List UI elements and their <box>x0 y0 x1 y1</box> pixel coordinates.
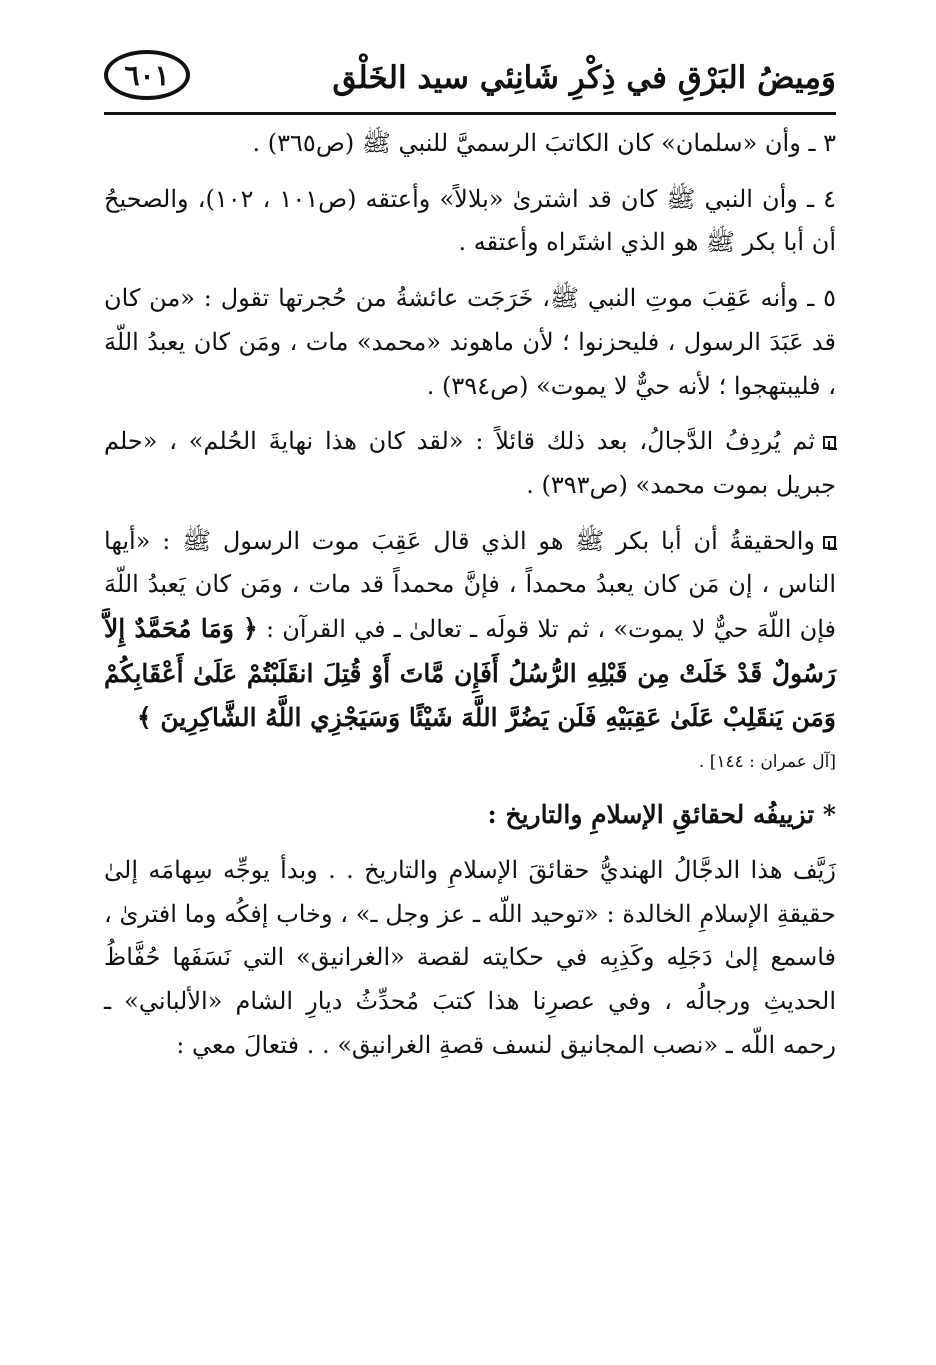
checkbox-bullet-icon <box>823 436 836 449</box>
numbered-item-5: ٥ ـ وأنه عَقِبَ موتِ النبي ﷺ، خَرَجَت عائشةُ من حُجرتها تقول : «من كان قد عَبَدَ الرسول ، فليحزنوا ؛ لأن ماهوند «محمد» مات ، ومَن كان يعبدُ اللّهَ ، فليبتهجوا ؛ لأنه حيٌّ لا يموت» (ص٣٩٤) . <box>104 284 836 400</box>
note-truth <box>104 520 836 742</box>
verse-reference: [آل عمران : ١٤٤] . <box>698 752 836 773</box>
page-number: ٦٠١ <box>104 50 190 100</box>
section-heading: * تزييفُه لحقائقِ الإسلامِ والتاريخ : <box>487 800 836 830</box>
running-title: وَمِيضُ البَرْقِ في ذِكْرِ شَانِئي سيد الخَلْق <box>332 60 836 96</box>
note-dajjal <box>104 420 836 507</box>
checkbox-bullet-icon <box>823 536 836 549</box>
header-rule <box>104 112 836 115</box>
note-dajjal-text: ثم يُردِفُ الدَّجالُ، بعد ذلك قائلاً : «لقد كان هذا نهايةَ الحُلم» ، «حلم جبريل بموت محمد» (ص٣٩٣) . <box>104 427 836 499</box>
page-body <box>104 122 836 1067</box>
note-truth-text: والحقيقةُ أن أبا بكر ﷺ هو الذي قال عَقِبَ موت الرسول ﷺ : «أيها الناس ، إن مَن كان يعبدُ محمداً ، فإنَّ محمداً قد مات ، ومَن كان يَعبدُ اللّهَ فإن اللّهَ حيٌّ لا يموت» ، ثم تلا قولَه ـ تعالىٰ ـ في القرآن : <box>104 526 836 644</box>
page-header <box>104 46 836 112</box>
quran-verse: ﴿ وَمَا مُحَمَّدٌ إِلاَّ رَسُولٌ قَدْ خَلَتْ مِن قَبْلِهِ الرُّسُلُ أَفَإِن مَّاتَ أَوْ قُتِلَ انقَلَبْتُمْ عَلَىٰ أَعْقَابِكُمْ وَمَن يَنقَلِبْ عَلَىٰ عَقِبَيْهِ فَلَن يَضُرَّ اللَّهَ شَيْئًا وَسَيَجْزِي اللَّهُ الشَّاكِرِينَ ﴾ <box>104 614 836 733</box>
numbered-item-3: ٣ ـ وأن «سلمان» كان الكاتبَ الرسميَّ للنبي ﷺ (ص٣٦٥) . <box>252 129 836 157</box>
section-body: زَيَّف هذا الدجَّالُ الهنديُّ حقائقَ الإسلامِ والتاريخ . . وبدأ يوجِّه سِهامَه إلىٰ حقيقةِ الإسلامِ الخالدة : «توحيد اللّه ـ عز وجل ـ» ، وخاب إفكُه وما افترىٰ ، فاسمع إلىٰ دَجَلِه وكَذِبِه في حكايته لقصة «الغرانيق» التي نَسَفَها حُفَّاظُ الحديثِ ورجالُه ، وفي عصرِنا هذا كتبَ مُحدِّثُ ديارِ الشام «الألباني» ـ رحمه اللّه ـ «نصب المجانيق لنسف قصةِ الغرانيق» . . فتعالَ معي : <box>104 855 836 1059</box>
numbered-item-4: ٤ ـ وأن النبي ﷺ كان قد اشترىٰ «بلالاً» وأعتقه (ص١٠١ ، ١٠٢)، والصحيحُ أن أبا بكر ﷺ هو الذي اشتَراه وأعتقه . <box>104 184 836 257</box>
